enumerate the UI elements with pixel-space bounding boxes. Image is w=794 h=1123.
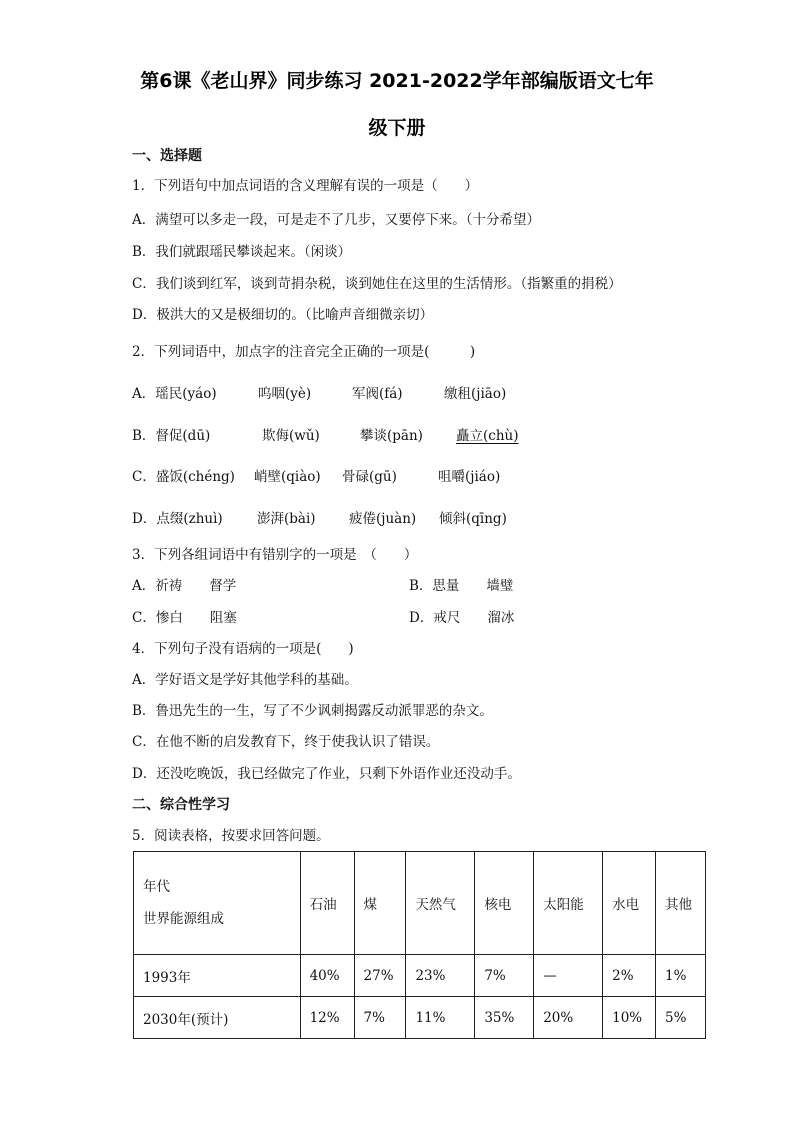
q2-a-item2: 呜咽(yè): [258, 386, 312, 402]
table-cell: 11%: [406, 997, 475, 1039]
q3-option-d: D．戒尺 溜冰: [409, 610, 515, 626]
q1-option-b: B．我们就跟瑶民攀谈起来。（闲谈）: [132, 244, 352, 260]
q2-d-item2: 澎湃(bài): [257, 511, 316, 527]
q2-d-item3: 疲倦(juàn): [349, 511, 417, 527]
q2-c-item4: 咀嚼(jiáo): [438, 469, 501, 485]
table-cell: 5%: [656, 997, 706, 1039]
column-header: 太阳能: [534, 852, 603, 955]
q4-option-b: B．鲁迅先生的一生，写了不少讽刺揭露反动派罪恶的杂文。: [132, 703, 493, 719]
table-cell: 7%: [354, 997, 406, 1039]
document-title-line2: 级下册: [368, 117, 426, 139]
table-cell: 12%: [300, 997, 354, 1039]
header-year-label: 年代: [143, 879, 170, 895]
q4-option-d: D．还没吃晚饭，我已经做完了作业，只剩下外语作业还没动手。: [132, 766, 521, 782]
row-label: 1993年: [134, 955, 301, 997]
q4-option-c: C．在他不断的启发教育下，终于使我认识了错误。: [132, 734, 440, 750]
q2-c-item1: C．盛饭(chéng): [132, 469, 235, 485]
q2-d-item4: 倾斜(qīng): [439, 511, 507, 527]
table-row: [134, 955, 706, 997]
table-cell: —: [534, 955, 603, 997]
table-cell: 40%: [300, 955, 354, 997]
section1-heading: 一、选择题: [132, 148, 202, 164]
table-cell: 10%: [603, 997, 656, 1039]
column-header: 水电: [603, 852, 656, 955]
q2-c-item2: 峭壁(qiào): [254, 469, 321, 485]
row-label: 2030年(预计): [134, 997, 301, 1039]
q2-a-item4: 缴租(jiāo): [444, 386, 507, 402]
q3-option-c: C．惨白 阻塞: [132, 610, 237, 626]
q1-option-d: D．极洪大的又是极细切的。（比喻声音细微亲切）: [132, 307, 434, 323]
table-cell: 35%: [475, 997, 534, 1039]
q2-a-item3: 军阀(fá): [352, 386, 403, 402]
table-cell: 1%: [656, 955, 706, 997]
q3-option-b: B．思量 墙璧: [409, 578, 514, 594]
q3-option-a: A．祈祷 督学: [132, 578, 237, 594]
q2-b-item1: B．督促(dū): [132, 428, 211, 444]
q2-a-item1: A．瑶民(yáo): [132, 386, 217, 402]
table-cell: 2%: [603, 955, 656, 997]
column-header: 煤: [354, 852, 406, 955]
table-row: [134, 997, 706, 1039]
q3-stem: 3．下列各组词语中有错别字的一项是 （ ）: [132, 547, 418, 563]
table-cell: 27%: [354, 955, 406, 997]
header-corner-cell: [134, 852, 301, 955]
q2-b-item4: 矗立(chù): [456, 428, 519, 444]
column-header: 石油: [300, 852, 354, 955]
q1-option-a: A．满望可以多走一段，可是走不了几步，又要停下来。（十分希望）: [132, 212, 540, 228]
column-header: 天然气: [406, 852, 475, 955]
q4-option-a: A．学好语文是学好其他学科的基础。: [132, 672, 358, 688]
q4-stem: 4．下列句子没有语病的一项是( ): [132, 641, 354, 657]
table-header-row: [134, 852, 706, 955]
column-header: 核电: [475, 852, 534, 955]
q2-d-item1: D．点缀(zhuì): [132, 511, 223, 527]
q5-stem: 5．阅读表格，按要求回答问题。: [132, 828, 330, 844]
header-energy-label: 世界能源组成: [143, 911, 224, 927]
document-title-line1: 第6课《老山界》同步练习 2021-2022学年部编版语文七年: [140, 70, 654, 92]
table-cell: 7%: [475, 955, 534, 997]
energy-table: [133, 851, 706, 1039]
q1-stem: 1．下列语句中加点词语的含义理解有误的一项是（ ）: [132, 178, 479, 194]
table-cell: 20%: [534, 997, 603, 1039]
table-cell: 23%: [406, 955, 475, 997]
q2-b-item2: 欺侮(wǔ): [262, 428, 320, 444]
column-header: 其他: [656, 852, 706, 955]
section2-heading: 二、综合性学习: [132, 797, 230, 813]
q1-option-c: C．我们谈到红军，谈到苛捐杂税，谈到她住在这里的生活情形。（指繁重的捐税）: [132, 276, 622, 292]
q2-b-item3: 攀谈(pān): [360, 428, 423, 444]
q2-stem: 2．下列词语中，加点字的注音完全正确的一项是( ): [132, 344, 476, 360]
q2-c-item3: 骨碌(gū): [342, 469, 397, 485]
